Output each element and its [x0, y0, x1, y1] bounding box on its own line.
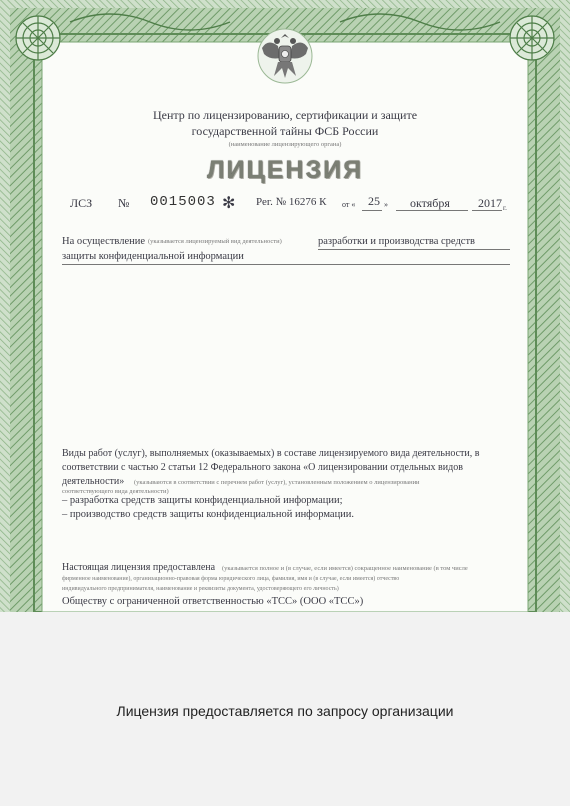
holder-note-line1: (указывается полное и (в случае, если имеется) сокращенное наименование (в том числе	[222, 565, 468, 572]
footer-caption: Лицензия предоставляется по запросу организации	[116, 703, 454, 719]
works-intro-line2: соответствии с частью 2 статьи 12 Федерального закона «О лицензировании отдельных видов	[62, 462, 463, 473]
works-note-line2: соответствующего вида деятельности)	[62, 488, 169, 495]
holder-note-line2: фирменное наименование), организационно-правовая форма юридического лица, фамилия, имя и (в случае, если имеется) отчество	[62, 576, 400, 582]
date-year: 2017	[478, 196, 502, 210]
license-number: 0015003	[150, 194, 216, 210]
issuer-name-line2: государственной тайны ФСБ России	[191, 124, 379, 138]
issuer-name-line1: Центр по лицензированию, сертификации и защите	[152, 108, 418, 122]
works-intro-line1: Виды работ (услуг), выполняемых (оказываемых) в составе лицензируемого вида деятельности, в	[62, 448, 480, 459]
license-series: ЛСЗ	[70, 196, 93, 210]
star-mark: ✻	[222, 195, 236, 212]
date-prefix: от «	[342, 200, 356, 209]
holder-name: Обществу с ограниченной ответственностью «ТСС» (ООО «ТСС»)	[62, 596, 364, 607]
works-note-line1: (указываются в соответствии с перечнем работ (услуг), установленным положением о лицензировании	[134, 479, 420, 486]
works-item-2: – производство средств защиты конфиденциальной информации.	[62, 509, 355, 520]
works-item-1: – разработка средств защиты конфиденциальной информации;	[62, 495, 343, 506]
date-separator: »	[384, 200, 388, 209]
date-suffix: г.	[503, 204, 507, 212]
holder-note-line3: индивидуального предпринимателя, наименование и реквизиты документа, удостоверяющего его личность)	[62, 586, 339, 592]
date-day: 25	[368, 194, 380, 208]
works-intro-line3: деятельности»	[62, 476, 125, 487]
issuer-caption: (наименование лицензирующего органа)	[228, 141, 342, 148]
date-month: октября	[410, 196, 450, 210]
registration-number: Рег. № 16276 К	[256, 196, 327, 208]
coat-of-arms-emblem	[256, 24, 314, 84]
activity-text-line1: разработки и производства средств	[318, 236, 475, 247]
number-sign: №	[118, 196, 130, 210]
corner-rosette-top-left	[16, 16, 60, 60]
activity-caption: (указывается лицензируемый вид деятельности)	[148, 238, 282, 245]
activity-text-line2: защиты конфиденциальной информации	[62, 251, 244, 262]
activity-prefix: На осуществление	[62, 236, 146, 247]
corner-rosette-top-right	[510, 16, 554, 60]
document-title: ЛИЦЕНЗИЯ	[206, 156, 364, 184]
holder-intro: Настоящая лицензия предоставлена	[62, 562, 216, 573]
